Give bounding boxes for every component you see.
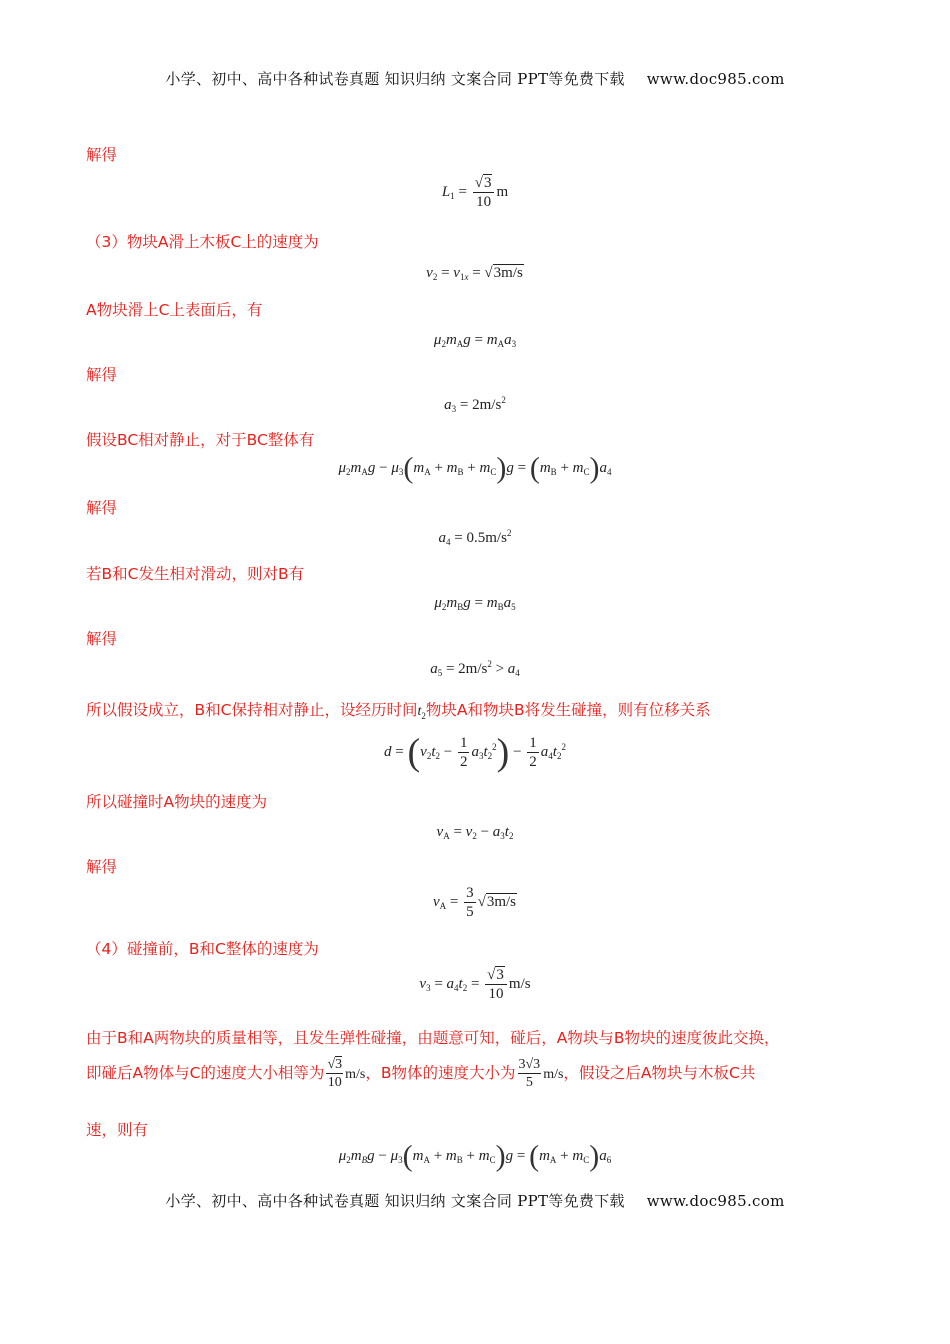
equation-a4: $a_4 = 0.5m/s^2$ (438, 528, 512, 547)
half-den-1: 2 (459, 754, 468, 770)
L1-den: 10 (476, 194, 492, 210)
footer-url[interactable]: www.doc985.com (646, 1192, 785, 1210)
equation-v2: $v_2 = v_{1x} = √3m/s$ (426, 265, 523, 282)
vA-num: 3 (466, 885, 474, 901)
text-elastic-1: 由于B和A两物块的质量相等，且发生弹性碰撞，由题意可知，碰后，A物块与B物块的速度彼此交换， (86, 1029, 780, 1047)
elastic-2a: 即碰后A物体与C的速度大小相等为 (86, 1064, 325, 1082)
equation-a6: $\mu_2m_Bg - \mu_3(m_A + m_B + m_C)g = (m_A + m_C)a_6$ (338, 1139, 612, 1173)
text-collision-speed: 所以碰撞时A物块的速度为 (86, 793, 268, 811)
vA-den: 5 (466, 904, 474, 920)
equation-vA: $v_A = v_2 - a_3t_2$ (436, 824, 514, 841)
elastic-2c: ，假设之后A物块与木板C共 (563, 1064, 756, 1082)
inl2-num: 3√3 (518, 1057, 541, 1072)
text-a-on-c: A物块滑上C上表面后，有 (86, 301, 263, 319)
equation-a3: $a_3 = 2m/s^2$ (444, 395, 506, 414)
L1-num: 3 (483, 175, 492, 191)
text-jiede-4: 解得 (86, 630, 118, 648)
a4-value: = 0.5m/s (454, 530, 507, 546)
text-conclusion (86, 698, 711, 721)
text-jiede-2: 解得 (86, 366, 118, 384)
page-header (0, 68, 950, 89)
equation-mu2-mb: $\mu_2m_Bg = m_Ba_5$ (434, 595, 516, 612)
v2-eq: = v (441, 265, 460, 281)
a5-value: = 2m/s (445, 661, 488, 677)
a3-value: = 2m/s (459, 397, 502, 413)
L1-sub: 1 (450, 190, 455, 201)
header-url[interactable]: www.doc985.com (646, 70, 785, 88)
vA-rad: 3m/s (486, 893, 517, 910)
equation-v3: $v_3 = a_4t_2$ = $\frac{√3}{10}$ m/s (419, 967, 531, 1002)
header-text: 小学、初中、高中各种试卷真题 知识归纳 文案合同 PPT等免费下载 (165, 70, 625, 88)
equation-bc-whole: $\mu_2m_Ag - \mu_3(m_A + m_B + m_C)g = (m_B + m_C)a_4$ (338, 451, 612, 485)
L1-symbol: L (441, 183, 451, 200)
text-jiede-5: 解得 (86, 858, 118, 876)
inl1-unit: m/s (345, 1067, 366, 1082)
text-if-slide: 若B和C发生相对滑动，则对B有 (86, 565, 305, 583)
equation-a5: $a_5 = 2m/s^2 > a_4$ (430, 659, 520, 678)
equation-displacement: $d = (v_2t_2$ − $\frac{1}{2}$ $a_3t_2^2$) − $\frac{1}{2}$ $a_4t_2^2$ (384, 731, 566, 774)
text-jiede-3: 解得 (86, 499, 118, 517)
inl2-den: 5 (525, 1075, 533, 1090)
v3-num: 3 (496, 967, 504, 983)
conclusion-part-a: 所以假设成立，B和C保持相对静止，设经历时间 (86, 701, 418, 719)
text-elastic-3: 速，则有 (86, 1121, 149, 1139)
text-part4-intro: （4）碰撞前，B和C整体的速度为 (86, 940, 319, 958)
L1-unit: m (496, 183, 509, 200)
text-assume-bc: 假设BC相对静止，对于BC整体有 (86, 431, 315, 449)
inl2-unit: m/s (543, 1067, 564, 1082)
inl1-num: 3 (335, 1057, 343, 1072)
footer-text: 小学、初中、高中各种试卷真题 知识归纳 文案合同 PPT等免费下载 (165, 1192, 625, 1210)
equation-mu2-ma: $\mu_2m_Ag = m_Aa_3$ (433, 332, 517, 349)
half-num-1: 1 (459, 735, 468, 751)
text-elastic-2: 即碰后A物体与C的速度大小相等为 $\frac{√3}{10}$ m/s，B物体的速度大小为 $\frac{3√3}{5}$ m/s，假设之后A物块与木板C共 (86, 1057, 756, 1090)
inl1-den: 10 (327, 1075, 342, 1090)
text-part3-intro: （3）物块A滑上木板C上的速度为 (86, 233, 319, 251)
equation-vA-value: $v_A$ = $\frac{3}{5}$ √3m/s (432, 885, 517, 920)
v2-rhs: 3m/s (493, 265, 523, 281)
text-jiede-1: 解得 (86, 146, 118, 164)
L1-fraction: $\frac{√3}{10}$ (473, 174, 495, 211)
equation-L1: $L_1$ = $\frac{√3}{10}$ m (441, 175, 509, 210)
elastic-2b: ，B物体的速度大小为 (365, 1064, 516, 1082)
v3-den: 10 (488, 986, 504, 1002)
v3-unit: m/s (508, 975, 531, 992)
conclusion-part-b: 物块A和物块B将发生碰撞，则有位移关系 (425, 701, 711, 719)
page-footer (0, 1190, 950, 1211)
t2-inline: $t_2$ (417, 704, 426, 721)
